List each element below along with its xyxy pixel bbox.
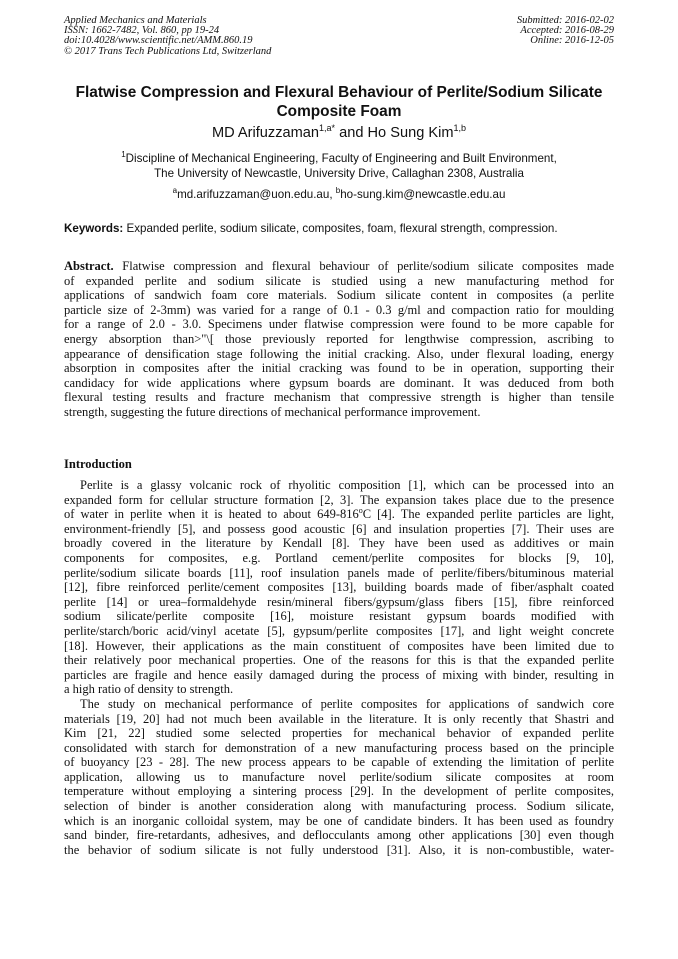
author-2: Ho Sung Kim <box>367 125 454 141</box>
intro-line: perlite/sodium silicate boards [11], roof insulation panels made of perlite/fibers/bituminous material <box>64 565 614 580</box>
intro-line <box>64 507 614 522</box>
intro-line: sodium silicate/perlite composite [16], moisture resistant gypsum boards modified with <box>64 609 614 624</box>
affiliation-sup: 1 <box>121 150 126 159</box>
abstract-line: applications of sandwich foam core materials. Sodium silicate content in composites (a perlite <box>64 288 614 303</box>
abstract-line: energy absorption than>"\[ those previously reported for lengthwise compression, ascribing to <box>64 331 614 346</box>
introduction-body <box>64 478 614 857</box>
intro-line: of buoyancy [23 - 28]. The new process appears to be capable of extending the limitation of perlite <box>64 755 614 770</box>
degree-sup: o <box>358 507 363 516</box>
email-line <box>40 187 638 202</box>
intro-line: environment-friendly [5], and possess good acoustic [6] and insulation properties [7]. Their uses are <box>64 521 614 536</box>
copyright-line: © 2017 Trans Tech Publications Ltd, Switzerland <box>64 45 272 57</box>
intro-line-text: of water in perlite when it is heated to about 649-816 <box>64 507 359 522</box>
abstract-first-text: Flatwise compression and flexural behaviour of perlite/sodium silicate composites made <box>113 259 614 273</box>
online-date: Online: 2016-12-05 <box>530 35 614 47</box>
intro-line: [18]. However, their applications as the main constituent of composites have been limited due to <box>64 638 614 653</box>
intro-line: the behavior of sodium silicate is not fully understood [31]. Also, it is non-combustible, water- <box>64 842 614 857</box>
submitted-date: Submitted: 2016-02-02 <box>516 15 614 26</box>
intro-line: Perlite is a glassy volcanic rock of rhyolitic composition [1], which can be processed into an <box>80 478 614 492</box>
section-heading-introduction: Introduction <box>64 457 132 471</box>
abstract-line: flexural testing results and fracture mechanism that compressive strength is higher than tensile <box>64 390 614 405</box>
affiliation-line-1 <box>40 151 638 166</box>
intro-line: sand binder, fire-retardants, adhesives, and deflocculants among other applications [30] even though <box>64 828 614 843</box>
affiliation-text-1: Discipline of Mechanical Engineering, Faculty of Engineering and Built Environment, <box>125 152 557 165</box>
email-sup-b: b <box>335 186 341 195</box>
author-1-sup: 1,a* <box>319 123 336 133</box>
issn-line: ISSN: 1662-7482, Vol. 860, pp 19-24 <box>64 25 220 37</box>
intro-line: perlite [14] or urea–formaldehyde resin/mineral fibers/gypsum/glass fibers [15], fibre reinforced <box>64 594 614 609</box>
intro-line: their relatively poor mechanical properties. One of the reasons for this is that the expanded perlite <box>64 653 614 668</box>
intro-line-text: C [4]. The expanded perlite particles are light, <box>362 507 614 522</box>
intro-line: broadly covered in the literature by Kendall [8]. They have been used as additives or main <box>64 536 614 551</box>
keywords-text: Expanded perlite, sodium silicate, composites, foam, flexural strength, compression. <box>123 222 558 235</box>
abstract-line: appearance of densification stage following the initial cracking. Also, under flexural loading, energy <box>64 346 614 361</box>
intro-line: [12], fibre reinforced perlite/cement composites [13], building boards made of fiber/asphalt coated <box>64 580 614 595</box>
intro-line: components for composites, e.g. Portland cement/perlite composites for blocks [9, 10], <box>64 550 614 565</box>
journal-info <box>64 16 271 57</box>
intro-line: perlite/starch/boric acid/vinyl acetate [5], gypsum/perlite composites [17], and light weight concrete <box>64 623 614 638</box>
intro-line: Kim [21, 22] studied some selected properties for mechanical behavior of expanded perlite <box>64 726 614 741</box>
email-a[interactable]: md.arifuzzaman@uon.edu.au, <box>177 188 336 201</box>
intro-line: which is an inorganic colloidal system, may be one of candidate binders. It has been used as foundry <box>64 813 614 828</box>
email-b[interactable]: ho-sung.kim@newcastle.edu.au <box>340 188 506 201</box>
abstract-line: for a range of 2.0 - 3.0. Specimens under flatwise compression were found to be more capable for <box>64 317 614 332</box>
accepted-date: Accepted: 2016-08-29 <box>520 25 614 37</box>
keywords-label: Keywords: <box>64 222 124 235</box>
intro-line: The study on mechanical performance of perlite composites for applications of sandwich core <box>80 696 614 711</box>
abstract-line: candidacy for wide applications where gypsum boards are dominant. It was deduced from both <box>64 375 614 390</box>
dates-info <box>517 16 614 47</box>
intro-line: materials [19, 20] had not much been available in the literature. It is only recently that Shastri and <box>64 711 614 726</box>
intro-line: temperature without employing a sintering process [29]. In the development of perlite composites, <box>64 784 614 799</box>
intro-line: selection of binder is another consideration along with manufacturing process. Sodium silicate, <box>64 799 614 814</box>
abstract-label: Abstract. <box>64 259 114 273</box>
abstract-line <box>64 259 614 274</box>
intro-line: expanded form for cellular structure formation [2, 3]. The expansion takes place due to the presence <box>64 492 614 507</box>
author-1: MD Arifuzzaman <box>211 125 320 141</box>
intro-line: application, allowing us to manufacture novel perlite/sodium silicate composites at room <box>64 769 614 784</box>
abstract-line: absorption in composites after the initial cracking was found to be in operation, supporting their <box>64 361 614 376</box>
doi-line[interactable]: doi:10.4028/www.scientific.net/AMM.860.19 <box>64 35 253 47</box>
affiliation-line-2: The University of Newcastle, University Drive, Callaghan 2308, Australia <box>154 167 524 180</box>
intro-line: particles are fragile and hence easily damaged during the process of mixing with binder, resulting in <box>64 667 614 682</box>
abstract <box>64 259 614 420</box>
abstract-line: particle size of 2-3mm) was varied for a range of 0.1 - 0.3 g/ml and compaction ratio for moulding <box>64 302 614 317</box>
intro-line: a high ratio of density to strength. <box>64 682 234 697</box>
author-line <box>0 124 678 142</box>
affiliation <box>40 151 638 181</box>
keywords <box>64 221 614 236</box>
abstract-line: strength, suggesting the future directions of mechanical performance improvement. <box>64 404 481 419</box>
author-conj: and <box>335 125 368 141</box>
paper-title: Flatwise Compression and Flexural Behaviour of Perlite/Sodium Silicate Composite Foam <box>75 84 603 120</box>
author-2-sup: 1,b <box>453 123 467 133</box>
intro-line: consolidated with starch for demonstration of a new manufacturing process based on the principle <box>64 740 614 755</box>
email-sup-a: a <box>172 186 178 195</box>
journal-name: Applied Mechanics and Materials <box>64 15 207 26</box>
abstract-line: of expanded perlite and sodium silicate is studied using a new manufacturing method for <box>64 273 614 288</box>
